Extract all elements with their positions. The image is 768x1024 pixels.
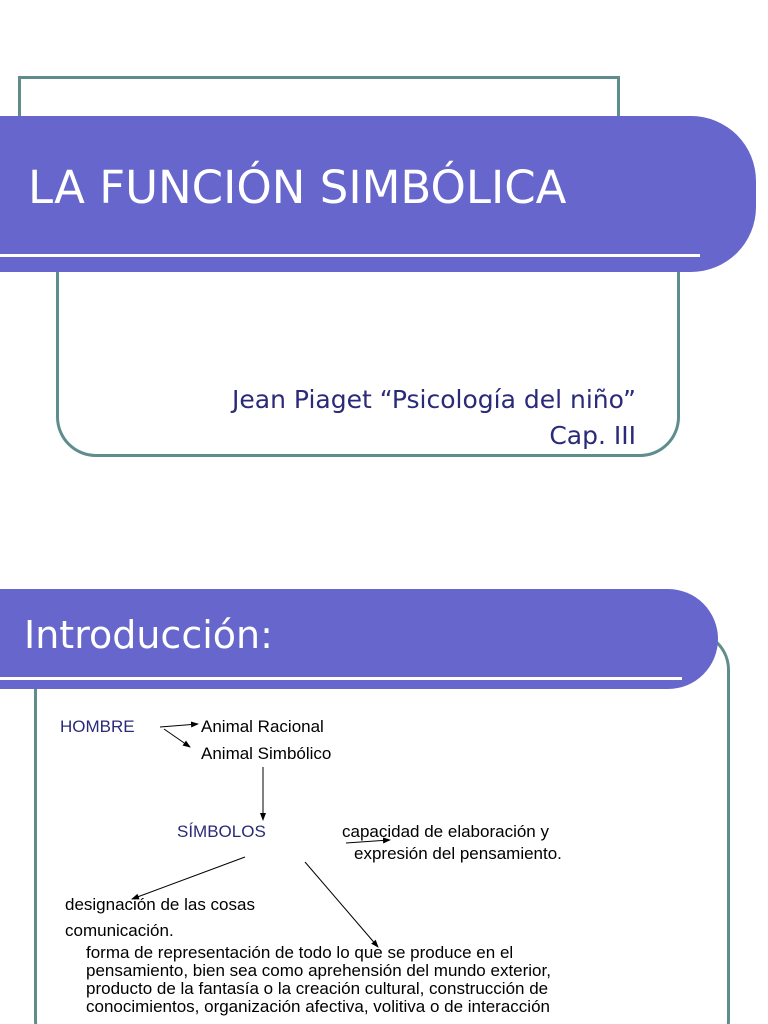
intro-slide	[0, 540, 768, 1024]
paragraph-line: conocimientos, organización afectiva, volitiva o de interacción	[86, 997, 550, 1016]
subtitle-chapter: Cap. III	[549, 421, 636, 450]
paragraph-line: pensamiento, bien sea como aprehensión del mundo exterior,	[86, 961, 551, 980]
slide-title: Introducción:	[24, 613, 273, 657]
arrow-to-representacion	[305, 862, 378, 947]
representation-paragraph	[86, 944, 676, 1016]
comunicacion-label: comunicación.	[65, 921, 174, 940]
subtitle-author: Jean Piaget “Psicología del niño”	[232, 385, 636, 414]
hombre-label: HOMBRE	[60, 717, 135, 736]
capacidad-line2: expresión del pensamiento.	[354, 844, 562, 863]
capacidad-line1: capacidad de elaboración y	[342, 822, 549, 841]
paragraph-line: producto de la fantasía o la creación cultural, construcción de	[86, 979, 549, 998]
simbolos-label: SÍMBOLOS	[177, 822, 266, 841]
animal-racional-label: Animal Racional	[201, 717, 324, 736]
title-slide	[0, 0, 768, 480]
slide-title: LA FUNCIÓN SIMBÓLICA	[28, 161, 567, 214]
designacion-label: designación de las cosas	[65, 895, 255, 914]
paragraph-line: forma de representación de todo lo que se produce en el	[86, 943, 514, 962]
animal-simbolico-label: Animal Simbólico	[201, 744, 332, 763]
banner-underline	[0, 254, 700, 257]
arrow-to-racional	[160, 724, 198, 727]
arrow-to-simbolico	[164, 729, 190, 747]
arrow-to-designacion	[132, 857, 245, 899]
